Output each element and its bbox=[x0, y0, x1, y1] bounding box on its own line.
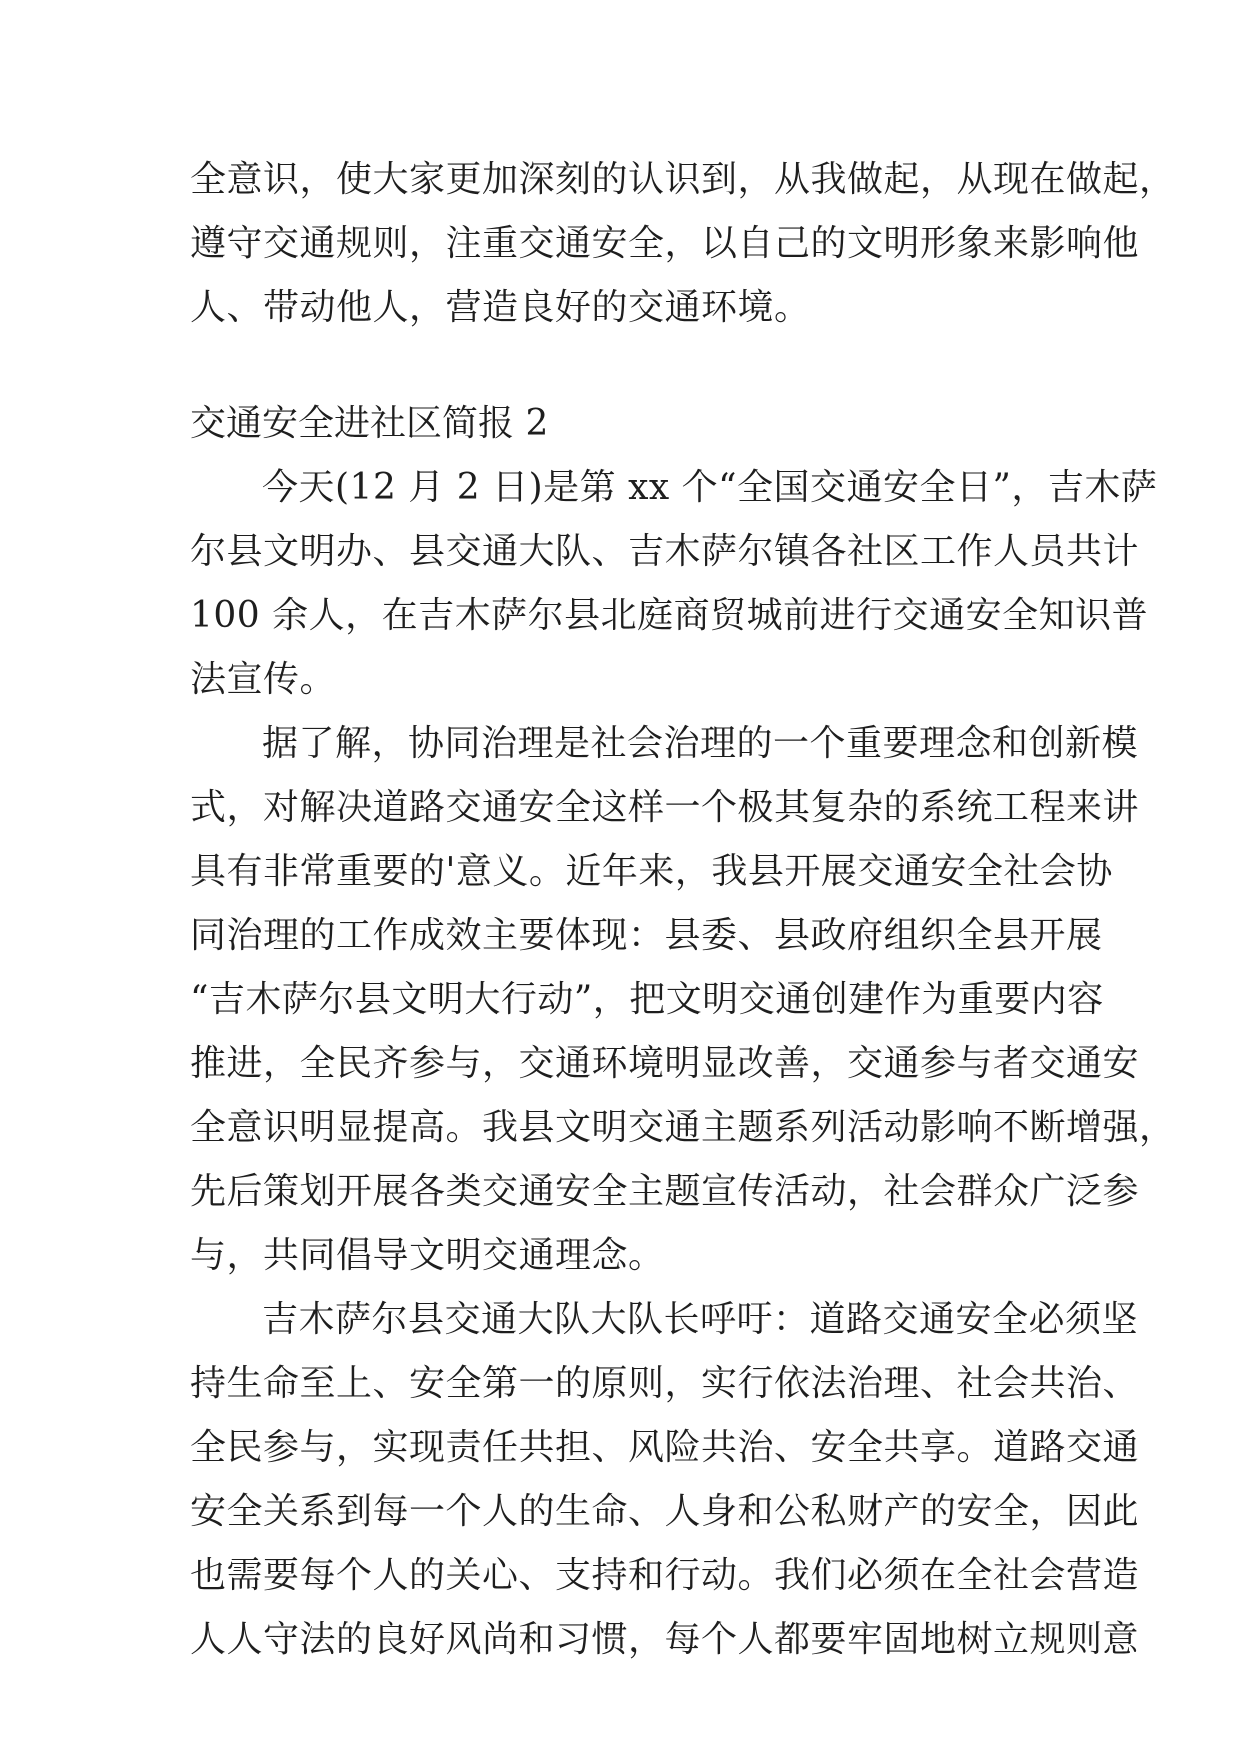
paragraph-line: 全意识明显提高。我县文明交通主题系列活动影响不断增强， bbox=[190, 1107, 1176, 1148]
paragraph-line: 遵守交通规则，注重交通安全，以自己的文明形象来影响他 bbox=[190, 223, 1140, 264]
paragraph-line: 尔县文明办、县交通大队、吉木萨尔镇各社区工作人员共计 bbox=[190, 531, 1140, 572]
paragraph-line: 全意识，使大家更加深刻的认识到，从我做起，从现在做起， bbox=[190, 159, 1176, 200]
paragraph-line: 100 余人，在吉木萨尔县北庭商贸城前进行交通安全知识普 bbox=[190, 595, 1149, 636]
paragraph-line: 人人守法的良好风尚和习惯，每个人都要牢固地树立规则意 bbox=[190, 1619, 1140, 1660]
paragraph-line: 全民参与，实现责任共担、风险共治、安全共享。道路交通 bbox=[190, 1427, 1140, 1468]
paragraph-line: 先后策划开展各类交通安全主题宣传活动，社会群众广泛参 bbox=[190, 1171, 1140, 1212]
paragraph-line: 具有非常重要的'意义。近年来，我县开展交通安全社会协 bbox=[190, 851, 1113, 892]
section-title: 交通安全进社区简报 2 bbox=[190, 403, 549, 444]
paragraph-line: 人、带动他人，营造良好的交通环境。 bbox=[190, 287, 811, 328]
paragraph-line: 法宣传。 bbox=[190, 659, 337, 700]
paragraph-line: 也需要每个人的关心、支持和行动。我们必须在全社会营造 bbox=[190, 1555, 1140, 1596]
paragraph-line: 安全关系到每一个人的生命、人身和公私财产的安全，因此 bbox=[190, 1491, 1140, 1532]
paragraph-line: 推进，全民齐参与，交通环境明显改善，交通参与者交通安 bbox=[190, 1043, 1140, 1084]
paragraph-line: 与，共同倡导文明交通理念。 bbox=[190, 1235, 665, 1276]
paragraph-line: “吉木萨尔县文明大行动”，把文明交通创建作为重要内容 bbox=[190, 979, 1104, 1020]
paragraph-line: 今天(12 月 2 日)是第 xx 个“全国交通安全日”，吉木萨 bbox=[262, 467, 1158, 508]
paragraph-line: 式，对解决道路交通安全这样一个极其复杂的系统工程来讲 bbox=[190, 787, 1140, 828]
paragraph-line: 持生命至上、安全第一的原则，实行依法治理、社会共治、 bbox=[190, 1363, 1140, 1404]
paragraph-line: 同治理的工作成效主要体现：县委、县政府组织全县开展 bbox=[190, 915, 1103, 956]
paragraph-line: 据了解，协同治理是社会治理的一个重要理念和创新模 bbox=[262, 723, 1139, 764]
paragraph-line: 吉木萨尔县交通大队大队长呼吁：道路交通安全必须坚 bbox=[262, 1299, 1139, 1340]
